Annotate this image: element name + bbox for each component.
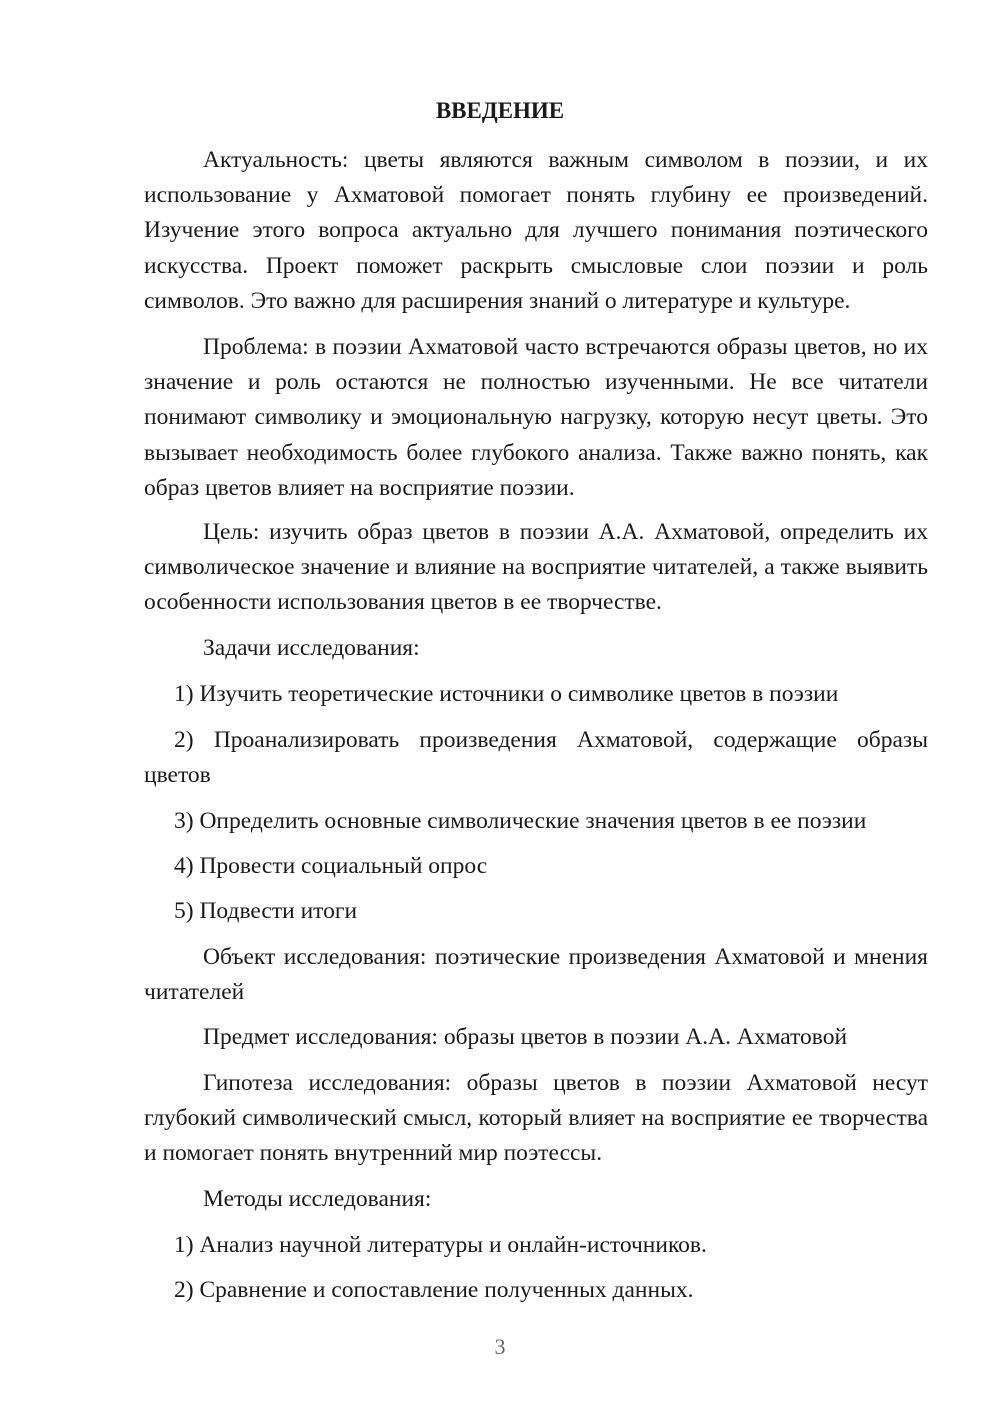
goal-paragraph: Цель: изучить образ цветов в поэзии А.А. Ахматовой, определить их символическое значение и влияние на восприятие читателей, а также выявить особенности использования цветов в ее творчестве. [144, 519, 928, 616]
object-paragraph: Объект исследования: поэтические произведения Ахматовой и мнения читателей [144, 944, 928, 1006]
problem-paragraph: Проблема: в поэзии Ахматовой часто встречаются образы цветов, но их значение и роль остаются не полностью изученными. Не все читатели понимают символику и эмоциональную нагрузку, которую несут цветы. Это вызывает необходимость более глубокого анализа. Также важно понять, как образ цветов влияет на восприятие поэзии. [144, 334, 928, 501]
task-item: 5) Подвести итоги [174, 898, 358, 924]
methods-heading: Методы исследования: [203, 1186, 432, 1212]
task-item: 4) Провести социальный опрос [174, 853, 488, 879]
method-item: 1) Анализ научной литературы и онлайн-источников. [174, 1232, 707, 1258]
relevance-paragraph: Актуальность: цветы являются важным символом в поэзии, и их использование у Ахматовой помогает понять глубину ее произведений. Изучение этого вопроса актуально для лучшего понимания поэтического искусства. Проект поможет раскрыть смысловые слои поэзии и роль символов. Это важно для расширения знаний о литературе и культуре. [144, 147, 928, 314]
task-item: 1) Изучить теоретические источники о символике цветов в поэзии [174, 681, 839, 707]
task-item: 2) Проанализировать произведения Ахматовой, содержащие образы цветов [144, 727, 928, 789]
subject-paragraph: Предмет исследования: образы цветов в поэзии А.А. Ахматовой [203, 1024, 848, 1050]
task-item: 3) Определить основные символические значения цветов в ее поэзии [174, 808, 867, 834]
method-item: 2) Сравнение и сопоставление полученных данных. [174, 1277, 694, 1303]
hypothesis-paragraph: Гипотеза исследования: образы цветов в поэзии Ахматовой несут глубокий символический смысл, который влияет на восприятие ее творчества и помогает понять внутренний мир поэтессы. [144, 1070, 928, 1167]
page-title: ВВЕДЕНИЕ [435, 98, 565, 123]
tasks-heading: Задачи исследования: [203, 635, 420, 661]
page-number: 3 [494, 1334, 506, 1359]
